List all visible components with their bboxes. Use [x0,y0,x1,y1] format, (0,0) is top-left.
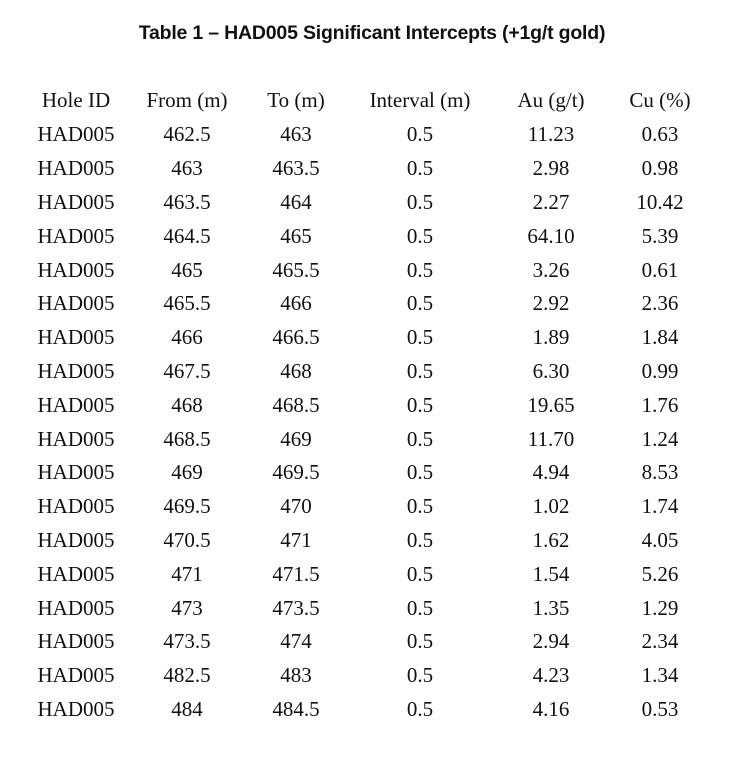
column-header-au: Au (g/t) [517,87,585,112]
hole-id-cell: HAD005 [37,156,115,181]
to-cell: 469.5 [272,460,320,485]
interval-cell: 0.5 [406,358,434,383]
table-row [22,659,710,693]
au-cell: 19.65 [527,392,575,417]
from-cell: 469.5 [163,494,211,519]
from-cell: 465 [171,257,203,282]
hole-id-cell: HAD005 [37,291,115,316]
cu-cell: 1.34 [641,663,679,688]
interval-cell: 0.5 [406,189,434,214]
interval-cell: 0.5 [406,291,434,316]
au-cell: 6.30 [532,358,570,383]
cu-cell: 1.74 [641,494,679,519]
column-header-cu: Cu (%) [629,87,691,112]
to-cell: 466 [280,291,312,316]
interval-cell: 0.5 [406,527,434,552]
cu-cell: 1.76 [641,392,679,417]
table-row [22,388,710,422]
au-cell: 1.89 [532,325,570,350]
interval-cell: 0.5 [406,156,434,181]
to-cell: 468.5 [272,392,320,417]
interval-cell: 0.5 [406,595,434,620]
au-cell: 3.26 [532,257,570,282]
au-cell: 11.70 [527,426,575,451]
from-cell: 473 [171,595,203,620]
from-cell: 465.5 [163,291,211,316]
from-cell: 469 [171,460,203,485]
from-cell: 482.5 [163,663,211,688]
au-cell: 64.10 [527,223,575,248]
from-cell: 466 [171,325,203,350]
to-cell: 471 [280,527,312,552]
to-cell: 465.5 [272,257,320,282]
au-cell: 2.98 [532,156,570,181]
hole-id-cell: HAD005 [37,358,115,383]
from-cell: 468.5 [163,426,211,451]
column-header-interval: Interval (m) [369,87,471,112]
hole-id-cell: HAD005 [37,325,115,350]
table-row [22,355,710,389]
cu-cell: 0.61 [641,257,679,282]
hole-id-cell: HAD005 [37,595,115,620]
to-cell: 483 [280,663,312,688]
to-cell: 473.5 [272,595,320,620]
hole-id-cell: HAD005 [37,122,115,147]
to-cell: 469 [280,426,312,451]
interval-cell: 0.5 [406,561,434,586]
table-body [22,118,710,726]
hole-id-cell: HAD005 [37,392,115,417]
interval-cell: 0.5 [406,494,434,519]
table-row [22,591,710,625]
from-cell: 464.5 [163,223,211,248]
cu-cell: 8.53 [641,460,679,485]
intercepts-table [22,82,710,726]
hole-id-cell: HAD005 [37,460,115,485]
hole-id-cell: HAD005 [37,561,115,586]
table-row [22,456,710,490]
to-cell: 470 [280,494,312,519]
interval-cell: 0.5 [406,663,434,688]
interval-cell: 0.5 [406,629,434,654]
cu-cell: 4.05 [641,527,679,552]
table-row [22,152,710,186]
hole-id-cell: HAD005 [37,527,115,552]
to-cell: 474 [280,629,312,654]
table-row [22,287,710,321]
table-row [22,625,710,659]
from-cell: 471 [171,561,203,586]
column-header-hole-id: Hole ID [41,87,111,112]
to-cell: 466.5 [272,325,320,350]
table-row [22,321,710,355]
interval-cell: 0.5 [406,460,434,485]
from-cell: 463 [171,156,203,181]
cu-cell: 0.99 [641,358,679,383]
to-cell: 468 [280,358,312,383]
column-header-to: To (m) [267,87,325,112]
cu-cell: 1.84 [641,325,679,350]
table-title: Table 1 – HAD005 Significant Intercepts (+1g/t gold) [138,22,606,44]
interval-cell: 0.5 [406,696,434,721]
hole-id-cell: HAD005 [37,696,115,721]
to-cell: 471.5 [272,561,320,586]
table-row [22,557,710,591]
to-cell: 464 [280,189,312,214]
from-cell: 473.5 [163,629,211,654]
interval-cell: 0.5 [406,257,434,282]
cu-cell: 1.24 [641,426,679,451]
to-cell: 484.5 [272,696,320,721]
hole-id-cell: HAD005 [37,257,115,282]
header-row [22,82,710,118]
au-cell: 1.35 [532,595,570,620]
au-cell: 4.23 [532,663,570,688]
au-cell: 2.94 [532,629,570,654]
hole-id-cell: HAD005 [37,629,115,654]
table-row [22,253,710,287]
from-cell: 463.5 [163,189,211,214]
cu-cell: 0.53 [641,696,679,721]
interval-cell: 0.5 [406,122,434,147]
table-row [22,186,710,220]
column-header-from: From (m) [146,87,228,112]
from-cell: 462.5 [163,122,211,147]
au-cell: 2.27 [532,189,570,214]
cu-cell: 10.42 [636,189,684,214]
au-cell: 4.16 [532,696,570,721]
cu-cell: 2.36 [641,291,679,316]
hole-id-cell: HAD005 [37,494,115,519]
cu-cell: 2.34 [641,629,679,654]
table-row [22,693,710,727]
table-row [22,219,710,253]
cu-cell: 5.26 [641,561,679,586]
table-row [22,490,710,524]
from-cell: 484 [171,696,203,721]
hole-id-cell: HAD005 [37,663,115,688]
to-cell: 463.5 [272,156,320,181]
cu-cell: 1.29 [641,595,679,620]
from-cell: 468 [171,392,203,417]
hole-id-cell: HAD005 [37,189,115,214]
from-cell: 467.5 [163,358,211,383]
to-cell: 463 [280,122,312,147]
table-row [22,118,710,152]
cu-cell: 5.39 [641,223,679,248]
au-cell: 2.92 [532,291,570,316]
au-cell: 4.94 [532,460,570,485]
au-cell: 1.02 [532,494,570,519]
au-cell: 1.62 [532,527,570,552]
au-cell: 1.54 [532,561,570,586]
interval-cell: 0.5 [406,223,434,248]
to-cell: 465 [280,223,312,248]
cu-cell: 0.98 [641,156,679,181]
au-cell: 11.23 [527,122,575,147]
interval-cell: 0.5 [406,426,434,451]
hole-id-cell: HAD005 [37,426,115,451]
hole-id-cell: HAD005 [37,223,115,248]
cu-cell: 0.63 [641,122,679,147]
table-row [22,422,710,456]
interval-cell: 0.5 [406,392,434,417]
table-row [22,524,710,558]
interval-cell: 0.5 [406,325,434,350]
from-cell: 470.5 [163,527,211,552]
